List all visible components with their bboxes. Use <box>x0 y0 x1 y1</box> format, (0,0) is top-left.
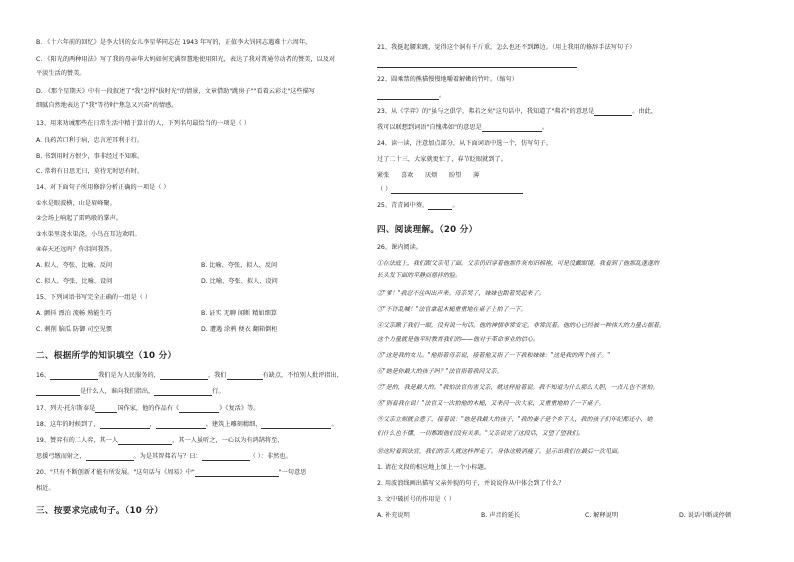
answer-blank[interactable] <box>118 437 172 445</box>
passage-paragraph-8: ⑧"别看我在说！"法官又一次拍他的木槌，又来问一次大家，又重重地拍了一下桌子。 <box>377 400 605 407</box>
q13-option-b: B. 书到用时方恨少，事非经过不知难。 <box>36 153 144 160</box>
q14-option-c: C. 拟人、夸张、比喻、设问 <box>36 278 113 285</box>
answer-blank[interactable] <box>86 453 134 461</box>
answer-blank[interactable] <box>36 388 80 396</box>
passage-paragraph-4-cont: 这个力量就是他平时教育我们的——他对于革命事业的信心。 <box>377 336 540 343</box>
answer-blank[interactable] <box>154 388 212 396</box>
passage-paragraph-6: ⑥"她是你最大的孩子吗？"法官指着我问父亲。 <box>377 368 503 375</box>
passage-paragraph-2: ②"爹！"我忍不住叫出声来。母亲哭了，妹妹也跟着哭起来了。 <box>377 290 545 297</box>
answer-blank[interactable] <box>202 453 250 461</box>
passage-paragraph-5: ⑤"这是我的女儿。"他指着母亲说，接着他又指了一下我和妹妹："这是我的两个孩子。" <box>377 352 611 359</box>
answer-blank[interactable] <box>50 372 98 380</box>
q14-sentence-4: ④春天还远吗？你泪问我答。 <box>36 246 116 253</box>
answer-blank[interactable] <box>377 60 577 68</box>
passage-paragraph-3: ③"不许乱喊！"法官拿起木槌重重地在桌子上拍了一下。 <box>377 306 527 313</box>
answer-blank[interactable] <box>95 405 117 413</box>
q24-answer-line: （ ） <box>377 186 523 194</box>
answer-blank[interactable] <box>100 421 150 429</box>
q12-option-c: C. 《阳光的两种用法》写了我的母亲华大妈如何充满智慧地使用阳光，表达了我对普通劳动者的赞美，以及对 <box>36 56 336 63</box>
passage-paragraph-9: ⑨父亲立刻就会意了，接着说："她是我最大的孩子，"我的妻子是个乡下人，我的孩子们年纪都还小，她 <box>377 416 653 423</box>
question-14: 14、对下面句子所用修辞分析正确的一项是（ ） <box>36 184 170 191</box>
q13-option-c: C. 常将有日思无日，莫待无时思有时。 <box>36 168 144 175</box>
q3-option-a: A. 补充说明 <box>377 512 410 519</box>
q14-option-d: D. 比喻、夸张、拟人、设问 <box>201 278 278 285</box>
answer-blank[interactable] <box>195 469 279 477</box>
section-3-heading: 三、按要求完成句子。（10 分） <box>36 506 164 516</box>
q14-sentence-3: ③水渠里浇水渠浇，小鸟在耳边欢唱。 <box>36 231 141 238</box>
q14-sentence-2: ②会场上响起了雷鸣般的掌声。 <box>36 215 122 222</box>
question-17: 17、列夫·托尔斯泰是 国作家，他的作品有《 》《复活》等。 <box>36 405 260 412</box>
passage-paragraph-9-cont: 们什么也不懂，一切都跟他们没有关系。"父亲说完了这段话，又望了望我们。 <box>377 430 584 437</box>
answer-blank[interactable] <box>179 405 219 413</box>
answer-blank[interactable] <box>594 108 632 116</box>
word-choice: 厌烦 <box>425 172 438 179</box>
q24-example-sentence: 过了二十三，大家就更忙了，春节眨眼就到了。 <box>377 156 507 163</box>
question-23: 23、从《学弈》的"虽与之俱学，弗若之矣"这句话中，我知道了"弗若"的意思是 。由此， <box>377 108 658 115</box>
answer-blank[interactable] <box>261 421 331 429</box>
q15-option-b: B. 证实 无聊 闻断 精如细算 <box>201 310 277 317</box>
q12-option-d-cont: 细腻自然地表达了"我"等待时"焦急又兴奋"的情感。 <box>36 102 178 109</box>
question-24: 24、读一读，注意加点部分，从下面词语中选一个，仿写句子。 <box>377 140 552 147</box>
passage-paragraph-7: ⑦"是的，我是最大的。"我怕法官伤害父亲，就这样抢着说。我不知道为什么那么大胆，一点儿也不害怕。 <box>377 384 659 391</box>
q13-option-a: A. 良药苦口利于病，忠言逆耳利于行。 <box>36 137 144 144</box>
answer-blank[interactable] <box>156 421 206 429</box>
passage-paragraph-4: ④父亲瞅了我们一眼，没有说一句话。他的神情非常安定，非常沉着。他的心已经被一种伟大的力量占据着。 <box>377 322 666 329</box>
passage-paragraph-1: ①在法庭上，我们跟父亲见了面。父亲仍旧穿着他那件灰布旧棉袍，可是没戴眼镜。我看到了他那乱蓬蓬的 <box>377 260 660 267</box>
q3-option-c: C. 解释说明 <box>585 512 619 519</box>
question-19-cont: 思援弓缴而射之， 。为是其智弗若与？曰： （ ）：非然也。 <box>36 453 292 460</box>
question-23-cont: 我可以联想到词语"自愧弗如"的意思是 。 <box>377 124 548 131</box>
q15-option-c: C. 刺削 脑瓜 防御 司空见惯 <box>36 326 113 333</box>
reading-question-1: 1. 请在文段的相应地上加上一个小标题。 <box>377 464 491 471</box>
q15-option-d: D. 遭遇 涂鸦 便衣 翻箱倒柜 <box>201 326 278 333</box>
q21-answer-line <box>377 60 577 68</box>
q12-option-b: B. 《十六年前的回忆》是李大钊的女儿李星华同志在 1943 年写的，正值李大钊同志遇难十六周年。 <box>36 39 312 46</box>
q12-option-c-cont: 平淡生活的赞美。 <box>36 70 86 77</box>
question-25: 25、青青园中葵， 。 <box>377 202 459 209</box>
question-19: 19、赞弈有的二人弈，其一人 ，其一人虽听之，一心以为有鸿鹄将至， <box>36 437 284 444</box>
q3-option-d: D. 说话中断或停顿 <box>679 512 732 519</box>
answer-blank[interactable] <box>482 124 542 132</box>
passage-paragraph-1-cont: 长头发下面的平静而慈祥的脸。 <box>377 272 462 279</box>
answer-blank[interactable] <box>227 372 263 380</box>
word-choice: 薄 <box>473 172 480 179</box>
question-21: 21、我挺起腰来跳，觉得这个洞有千斤重，怎么也还不到蹲边。（用上我用的修辞手法写句子） <box>377 44 636 51</box>
word-choice: 紧张 <box>377 172 390 179</box>
q15-option-a: A. 颤抖 漂泊 流畅 熟能生巧 <box>36 310 112 317</box>
section-2-heading: 二、根据所学的知识填空（10 分） <box>36 351 177 361</box>
passage-paragraph-10: ⑩这时看到法官，我们的亲人就这样押走了，身体这般消瘦了，显示出我们在最后一次见面。 <box>377 448 624 455</box>
word-choice: 盼望 <box>449 172 462 179</box>
question-20: 20、"只有不断创新才能有所发展。"这句话与《周易》中" "一句意思 <box>36 469 307 476</box>
answer-blank[interactable] <box>377 92 439 100</box>
reading-question-2: 2. 用波浪线画出描写父亲外貌的句子，并说说你从中体会到了什么？ <box>377 480 565 487</box>
question-16: 16、 我们是为人民服务的， ，我们 有缺点，不怕别人批评指出， <box>36 372 343 379</box>
reading-question-3: 3. 文中破折号的作用是（ ） <box>377 496 455 503</box>
q22-answer-line: 。 <box>377 92 445 100</box>
q14-option-b: B. 比喻、夸张、拟人、反问 <box>201 262 278 269</box>
question-16-cont: 是什么人，谁向我们指出， 行。 <box>36 388 225 396</box>
answer-blank[interactable] <box>160 372 208 380</box>
q3-option-b: B. 声音的延长 <box>481 512 521 519</box>
section-4-heading: 四、阅读理解。（20 分） <box>377 225 478 235</box>
question-13: 13、用来劝诫那些在日常生活中精于算计的人，下列名句最恰当的一项是（ ） <box>36 120 251 127</box>
word-choice: 喜欢 <box>401 172 414 179</box>
q14-option-a: A. 拟人、夸张、比喻、反问 <box>36 262 113 269</box>
question-26: 26、课内阅读。 <box>377 244 422 251</box>
answer-blank[interactable] <box>428 202 452 210</box>
question-15: 15、下列词语书写完全正确的一组是（ ） <box>36 294 152 301</box>
question-18: 18、这年的时候到了， ， 。建筑上雕刻精细， 。 <box>36 421 338 428</box>
answer-blank[interactable] <box>391 186 523 194</box>
question-20-cont: 相近。 <box>36 485 55 492</box>
question-22: 22、圆乘禁的熊猫慢慢地嚼着解嫩的竹叶。（缩句） <box>377 76 518 83</box>
q14-sentence-1: ①水是眼波横，山是眉峰聚。 <box>36 200 116 207</box>
q12-option-d: D. 《那个星期天》中有一段叙述了"我"怎样"拔时光"的情景，文章借助"跳房子""看着云彩走"这些描写 <box>36 88 315 95</box>
